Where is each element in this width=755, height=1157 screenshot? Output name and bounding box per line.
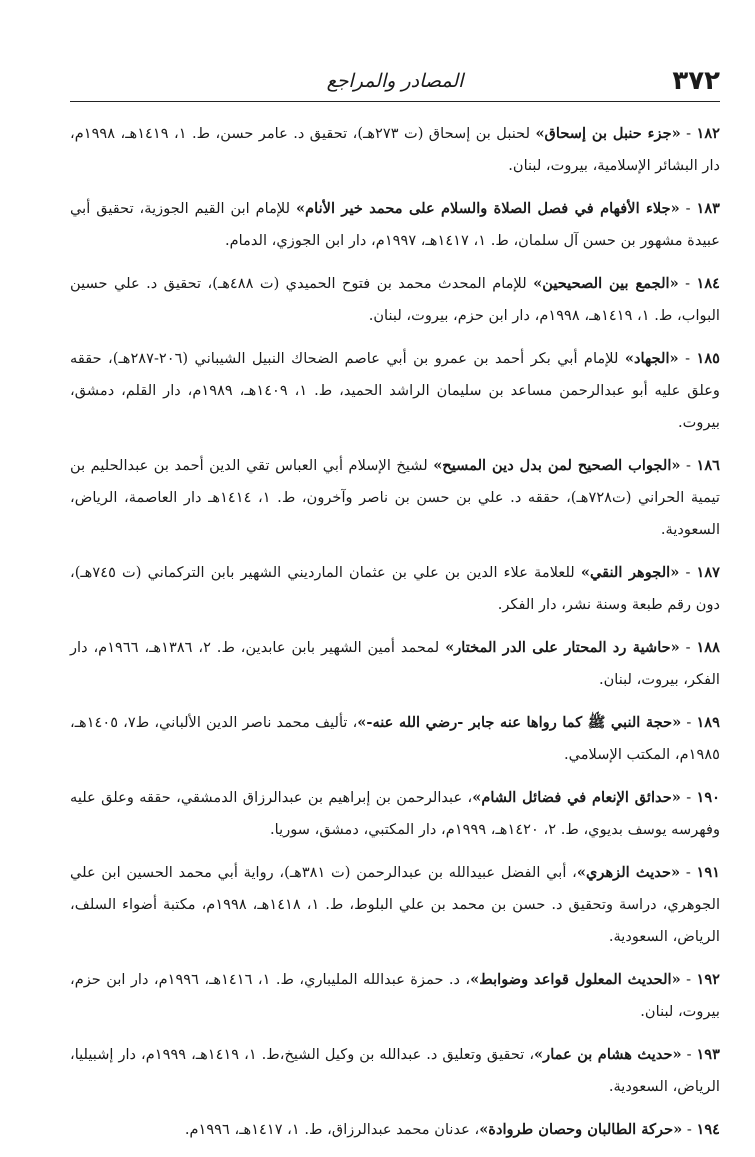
entry-number: ١٩٢: [696, 971, 720, 988]
entry-details: ، عدنان محمد عبدالرزاق، ط. ١، ١٤١٧هـ، ١٩٩٦م.: [184, 1121, 480, 1138]
entry-title: «الجواب الصحيح لمن بدل دين المسيح»: [433, 457, 681, 474]
bibliography-entry: ١٩٣ - «حديث هشام بن عمار»، تحقيق وتعليق د. عبدالله بن وكيل الشيخ،ط. ١، ١٤١٩هـ، ١٩٩٩م، دار إشبيليا، الرياض، السعودية.: [70, 1046, 720, 1095]
entry-details: للإمام ابن القيم الجوزية، تحقيق أبي عبيدة مشهور بن حسن آل سلمان، ط. ١، ١٤١٧هـ، ١٩٩٧م، دار ابن الجوزي، الدمام.: [70, 200, 720, 249]
entry-details: للعلامة علاء الدين بن علي بن عثمان المارديني الشهير بابن التركماني (ت ٧٤٥هـ)، دون رقم طبعة وسنة نشر، دار الفكر.: [70, 564, 720, 613]
bibliography-list: [70, 118, 720, 1157]
entry-title: «حديث هشام بن عمار»: [534, 1046, 682, 1063]
entry-number: ١٨٨: [696, 639, 720, 656]
entry-title: «حجة النبي ﷺ كما رواها عنه جابر -رضي الله عنه-»: [357, 714, 682, 731]
entry-title: «حاشية رد المحتار على الدر المختار»: [445, 639, 680, 656]
entry-details: ، د. حمزة عبدالله المليباري، ط. ١، ١٤١٦هـ، ١٩٩٦م، دار ابن حزم، بيروت، لبنان.: [70, 971, 720, 1020]
entry-details: للإمام أبي بكر أحمد بن عمرو بن أبي عاصم الضحاك النبيل الشيباني (٢٠٦-٢٨٧هـ)، حققه وعلق عليه أبو عبدالرحمن مساعد بن سليمان الراشد الحميد، ط. ١، ١٤٠٩هـ، ١٩٨٩م، دار القلم، دمشق، بيروت.: [70, 350, 720, 431]
entry-details: ، عبدالرحمن بن إبراهيم بن عبدالرزاق الدمشقي، حققه وعلق عليه وفهرسه يوسف بديوي، ط. ٢، ١٤٢٠هـ، ١٩٩٩م، دار المكتبي، دمشق، سوريا.: [70, 789, 720, 838]
entry-details: للإمام المحدث محمد بن فتوح الحميدي (ت ٤٨٨هـ)، تحقيق د. علي حسين البواب، ط. ١، ١٤١٩هـ، ١٩٩٨م، دار ابن حزم، بيروت، لبنان.: [70, 275, 720, 324]
entry-details: لشيخ الإسلام أبي العباس تقي الدين أحمد بن عبدالحليم بن تيمية الحراني (ت٧٢٨هـ)، حققه د. علي بن حسن بن ناصر وآخرون، ط. ١، ١٤١٤هـ دار العاصمة، الرياض، السعودية.: [70, 457, 720, 538]
bibliography-entry: ١٨٤ - «الجمع بين الصحيحين» للإمام المحدث محمد بن فتوح الحميدي (ت ٤٨٨هـ)، تحقيق د. علي حسين البواب، ط. ١، ١٤١٩هـ، ١٩٩٨م، دار ابن حزم، بيروت، لبنان.: [70, 275, 720, 324]
entry-title: «الحديث المعلول قواعد وضوابط»: [470, 971, 681, 988]
entry-details: لمحمد أمين الشهير بابن عابدين، ط. ٢، ١٣٨٦هـ، ١٩٦٦م، دار الفكر، بيروت، لبنان.: [70, 639, 720, 688]
entry-details: ، تأليف محمد ناصر الدين الألباني، ط٧، ١٤٠٥هـ، ١٩٨٥م، المكتب الإسلامي.: [70, 714, 720, 763]
page-number: ٣٧٢: [672, 66, 720, 96]
entry-title: «الجوهر النقي»: [580, 564, 680, 581]
entry-number: ١٩٣: [696, 1046, 720, 1063]
entry-title: «جلاء الأفهام في فصل الصلاة والسلام على محمد خير الأنام»: [296, 200, 680, 217]
entry-number: ١٨٥: [696, 350, 721, 367]
entry-number: ١٩٠: [696, 789, 720, 806]
entry-title: «جزء حنبل بن إسحاق»: [535, 125, 681, 142]
bibliography-entry: ١٩٠ - «حدائق الإنعام في فضائل الشام»، عبدالرحمن بن إبراهيم بن عبدالرزاق الدمشقي، حققه وعلق عليه وفهرسه يوسف بديوي، ط. ٢، ١٤٢٠هـ، ١٩٩٩م، دار المكتبي، دمشق، سوريا.: [70, 789, 720, 838]
bibliography-entry: ١٨٥ - «الجهاد» للإمام أبي بكر أحمد بن عمرو بن أبي عاصم الضحاك النبيل الشيباني (٢٠٦-٢٨٧هـ)، حققه وعلق عليه أبو عبدالرحمن مساعد بن سليمان الراشد الحميد، ط. ١، ١٤٠٩هـ، ١٩٨٩م، دار القلم، دمشق، بيروت.: [70, 350, 721, 431]
bibliography-entry: ١٨٩ - «حجة النبي ﷺ كما رواها عنه جابر -رضي الله عنه-»، تأليف محمد ناصر الدين الألباني، ط٧، ١٤٠٥هـ، ١٩٨٥م، المكتب الإسلامي.: [70, 714, 720, 763]
entry-title: «حدائق الإنعام في فضائل الشام»: [472, 789, 681, 806]
entry-title: «حديث الزهري»: [576, 864, 681, 881]
entry-details: لحنبل بن إسحاق (ت ٢٧٣هـ)، تحقيق د. عامر حسن، ط. ١، ١٤١٩هـ، ١٩٩٨م، دار البشائر الإسلامية، بيروت، لبنان.: [70, 125, 720, 174]
entry-number: ١٩١: [696, 864, 721, 881]
entry-number: ١٨٦: [696, 457, 720, 474]
entry-number: ١٨٧: [696, 564, 721, 581]
bibliography-entry: ١٨٧ - «الجوهر النقي» للعلامة علاء الدين بن علي بن عثمان المارديني الشهير بابن التركماني (ت ٧٤٥هـ)، دون رقم طبعة وسنة نشر، دار الفكر.: [70, 564, 721, 613]
entry-number: ١٨٣: [696, 200, 720, 217]
bibliography-entry: ١٨٣ - «جلاء الأفهام في فصل الصلاة والسلام على محمد خير الأنام» للإمام ابن القيم الجوزية، تحقيق أبي عبيدة مشهور بن حسن آل سلمان، ط. ١، ١٤١٧هـ، ١٩٩٧م، دار ابن الجوزي، الدمام.: [70, 200, 720, 249]
entry-number: ١٨٤: [696, 275, 720, 292]
entry-number: ١٩٤: [696, 1121, 720, 1138]
bibliography-entry: ١٩١ - «حديث الزهري»، أبي الفضل عبيدالله بن عبدالرحمن (ت ٣٨١هـ)، رواية أبي محمد الحسين ابن علي الجوهري، دراسة وتحقيق د. حسن بن محمد بن علي البلوط، ط. ١، ١٤١٨هـ، ١٩٩٨م، مكتبة أضواء السلف، الرياض، السعودية.: [70, 864, 721, 945]
entry-title: «حركة الطالبان وحصان طروادة»: [479, 1121, 683, 1138]
running-title: المصادر والمراجع: [326, 70, 464, 92]
entry-number: ١٨٢: [696, 125, 720, 142]
page-header: [70, 62, 720, 100]
header-divider: [70, 101, 720, 102]
bibliography-entry: ١٨٦ - «الجواب الصحيح لمن بدل دين المسيح» لشيخ الإسلام أبي العباس تقي الدين أحمد بن عبدالحليم بن تيمية الحراني (ت٧٢٨هـ)، حققه د. علي بن حسن بن ناصر وآخرون، ط. ١، ١٤١٤هـ دار العاصمة، الرياض، السعودية.: [70, 457, 720, 538]
entry-details: ، أبي الفضل عبيدالله بن عبدالرحمن (ت ٣٨١هـ)، رواية أبي محمد الحسين ابن علي الجوهري، دراسة وتحقيق د. حسن بن محمد بن علي البلوط، ط. ١، ١٤١٨هـ، ١٩٩٨م، مكتبة أضواء السلف، الرياض، السعودية.: [70, 864, 720, 945]
entry-title: «الجهاد»: [624, 350, 679, 367]
entry-title: «الجمع بين الصحيحين»: [533, 275, 679, 292]
bibliography-entry: ١٨٢ - «جزء حنبل بن إسحاق» لحنبل بن إسحاق (ت ٢٧٣هـ)، تحقيق د. عامر حسن، ط. ١، ١٤١٩هـ، ١٩٩٨م، دار البشائر الإسلامية، بيروت، لبنان.: [70, 125, 720, 174]
entry-number: ١٨٩: [696, 714, 720, 731]
entry-details: ، تحقيق وتعليق د. عبدالله بن وكيل الشيخ،ط. ١، ١٤١٩هـ، ١٩٩٩م، دار إشبيليا، الرياض، السعودية.: [70, 1046, 720, 1095]
bibliography-entry: ١٨٨ - «حاشية رد المحتار على الدر المختار» لمحمد أمين الشهير بابن عابدين، ط. ٢، ١٣٨٦هـ، ١٩٦٦م، دار الفكر، بيروت، لبنان.: [70, 639, 720, 688]
bibliography-entry: ١٩٢ - «الحديث المعلول قواعد وضوابط»، د. حمزة عبدالله المليباري، ط. ١، ١٤١٦هـ، ١٩٩٦م، دار ابن حزم، بيروت، لبنان.: [70, 971, 720, 1020]
bibliography-entry: ١٩٤ - «حركة الطالبان وحصان طروادة»، عدنان محمد عبدالرزاق، ط. ١، ١٤١٧هـ، ١٩٩٦م.: [184, 1121, 720, 1138]
